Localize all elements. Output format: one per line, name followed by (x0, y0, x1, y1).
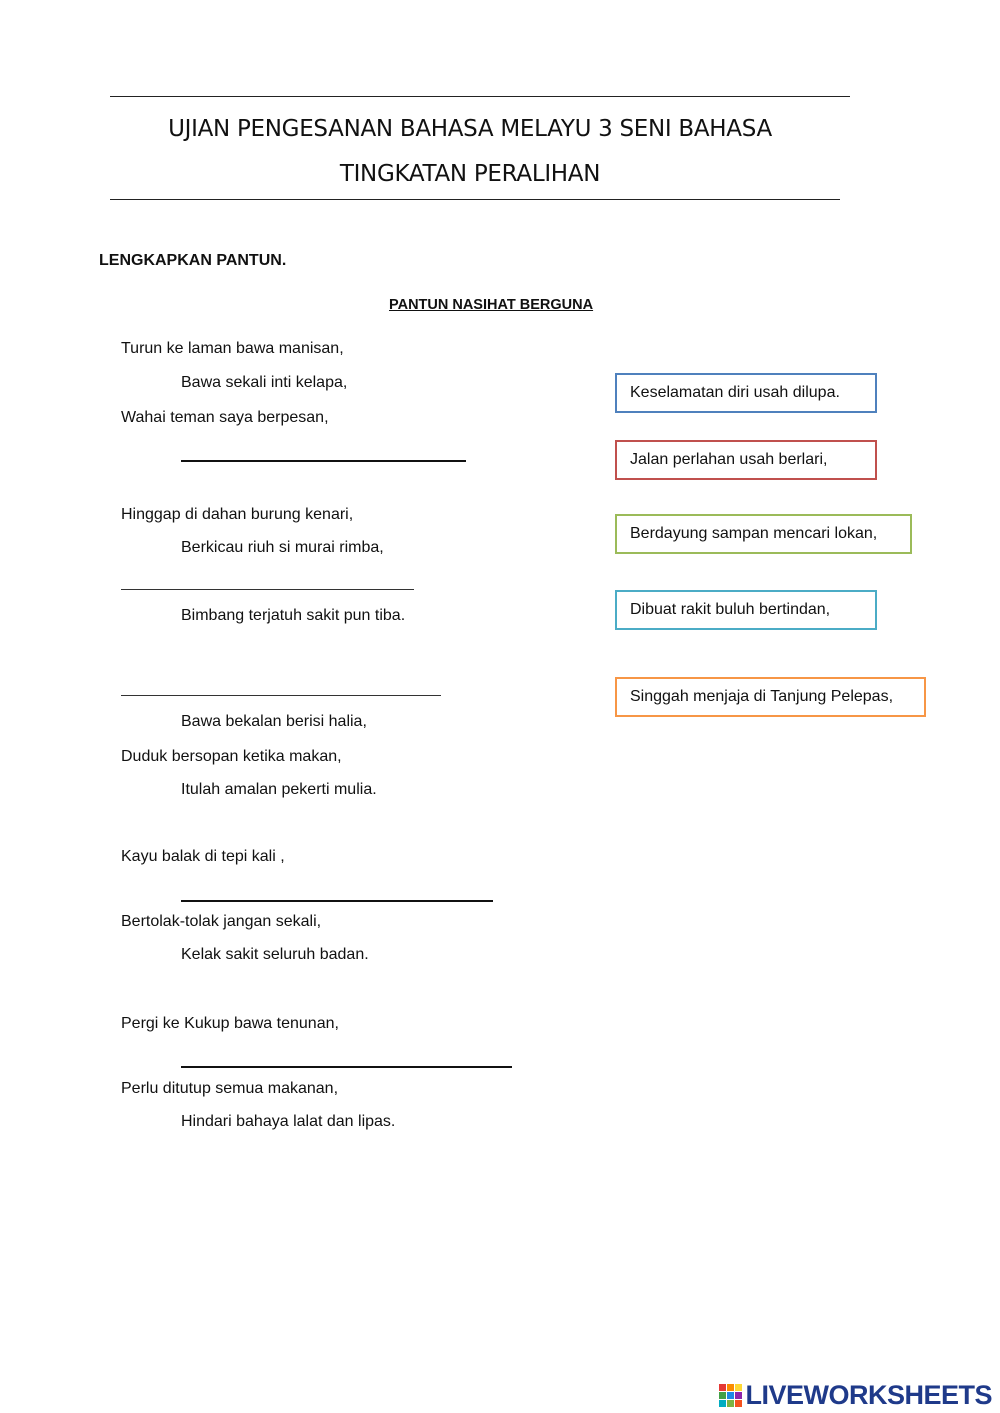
pantun-1-line-2: Bawa sekali inti kelapa, (181, 374, 348, 391)
pantun-1-blank-line-4[interactable] (181, 460, 466, 462)
pantun-4-line-3: Bertolak-tolak jangan sekali, (121, 913, 322, 930)
logo-square (735, 1392, 742, 1399)
logo-square (719, 1384, 726, 1391)
answer-option-2[interactable]: Jalan perlahan usah berlari, (615, 440, 877, 480)
header-rule-top (110, 96, 850, 97)
answer-option-1[interactable]: Keselamatan diri usah dilupa. (615, 373, 877, 413)
page-title-line2: TINGKATAN PERALIHAN (339, 161, 601, 187)
pantun-2-line-4: Bimbang terjatuh sakit pun tiba. (181, 607, 406, 624)
logo-square (735, 1384, 742, 1391)
pantun-1-line-1: Turun ke laman bawa manisan, (121, 340, 344, 357)
pantun-1-line-3: Wahai teman saya berpesan, (121, 409, 329, 426)
logo-square (727, 1400, 734, 1407)
pantun-5-line-1: Pergi ke Kukup bawa tenunan, (121, 1015, 339, 1032)
logo-square (735, 1400, 742, 1407)
pantun-5-blank-line-2[interactable] (181, 1066, 512, 1068)
pantun-3-blank-line-1[interactable] (121, 695, 441, 696)
pantun-3-line-3: Duduk bersopan ketika makan, (121, 748, 342, 765)
pantun-4-blank-line-2[interactable] (181, 900, 493, 902)
pantun-3-line-2: Bawa bekalan berisi halia, (181, 713, 367, 730)
answer-option-5[interactable]: Singgah menjaja di Tanjung Pelepas, (615, 677, 926, 717)
liveworksheets-grid-icon (719, 1384, 742, 1407)
pantun-4-line-4: Kelak sakit seluruh badan. (181, 946, 369, 963)
liveworksheets-logo (719, 1380, 992, 1411)
pantun-3-line-4: Itulah amalan pekerti mulia. (181, 781, 377, 798)
logo-square (727, 1384, 734, 1391)
pantun-2-blank-line-3[interactable] (121, 589, 414, 590)
logo-square (727, 1392, 734, 1399)
instruction: LENGKAPKAN PANTUN. (99, 252, 287, 269)
liveworksheets-wordmark: LIVEWORKSHEETS (745, 1380, 992, 1410)
pantun-5-line-3: Perlu ditutup semua makanan, (121, 1080, 339, 1097)
answer-option-4[interactable]: Dibuat rakit buluh bertindan, (615, 590, 877, 630)
header-rule-bottom (110, 199, 840, 200)
logo-square (719, 1400, 726, 1407)
pantun-4-line-1: Kayu balak di tepi kali , (121, 848, 285, 865)
pantun-2-line-1: Hinggap di dahan burung kenari, (121, 506, 354, 523)
pantun-5-line-4: Hindari bahaya lalat dan lipas. (181, 1113, 396, 1130)
page-title-line1: UJIAN PENGESANAN BAHASA MELAYU 3 SENI BAHASA (168, 116, 772, 142)
answer-option-3[interactable]: Berdayung sampan mencari lokan, (615, 514, 912, 554)
pantun-2-line-2: Berkicau riuh si murai rimba, (181, 539, 384, 556)
logo-square (719, 1392, 726, 1399)
section-subtitle: PANTUN NASIHAT BERGUNA (389, 297, 594, 313)
